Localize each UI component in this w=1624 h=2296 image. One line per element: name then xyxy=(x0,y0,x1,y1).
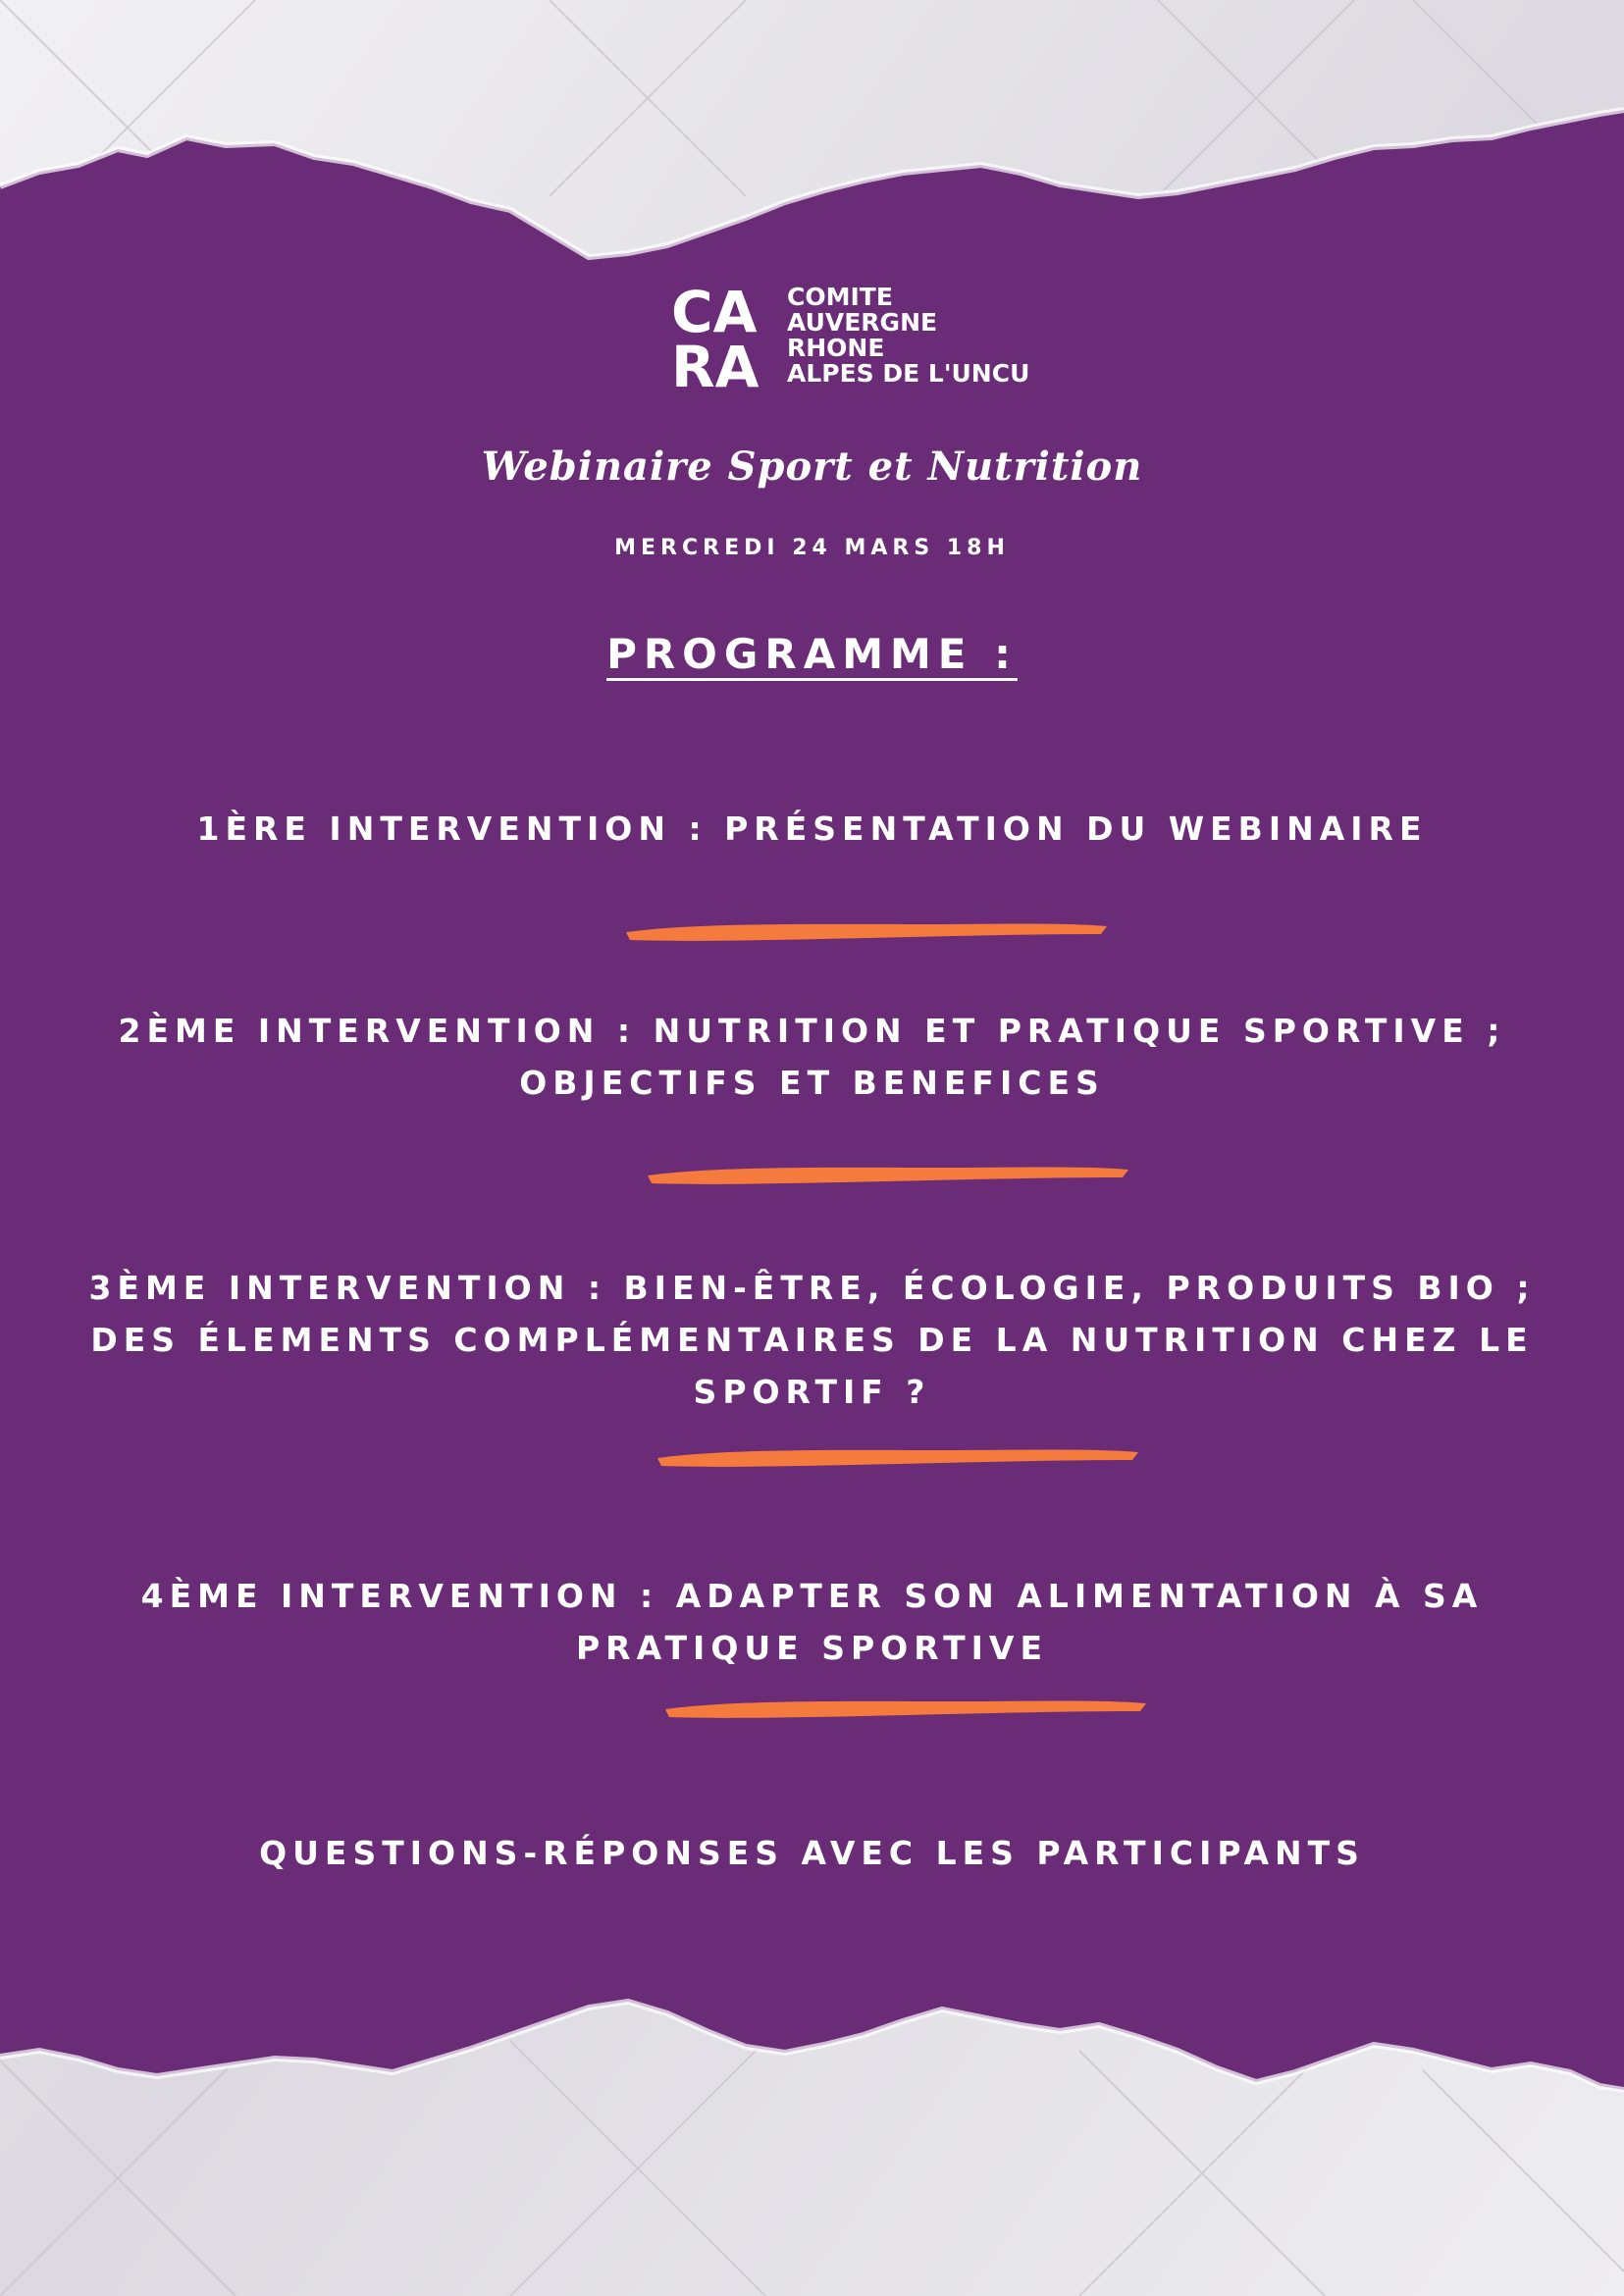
logo-line: ALPES DE L'UNCU xyxy=(787,359,1030,388)
programme-item-line: PRATIQUE SPORTIVE xyxy=(575,1629,1049,1667)
logo-line: COMITE xyxy=(787,283,893,311)
orange-brush-divider xyxy=(659,1696,1150,1721)
orange-brush-divider xyxy=(652,1444,1142,1470)
programme-item-4 xyxy=(59,1570,1565,1674)
svg-text:CA: CA xyxy=(671,283,758,345)
programme-item-line: 2ÈME INTERVENTION : NUTRITION ET PRATIQUE SPORTIVE ; xyxy=(118,1012,1506,1050)
programme-heading: PROGRAMME : xyxy=(606,630,1018,678)
orange-brush-divider xyxy=(620,918,1111,944)
programme-item-line: 4ÈME INTERVENTION : ADAPTER SON ALIMENTATION À SA xyxy=(140,1577,1484,1615)
logo-line: AUVERGNE xyxy=(787,308,938,337)
programme-item-2 xyxy=(59,1005,1565,1109)
webinar-title: Webinaire Sport et Nutrition xyxy=(481,444,1143,490)
programme-item-1 xyxy=(59,803,1565,855)
programme-item-line: 1ÈRE INTERVENTION : PRÉSENTATION DU WEBINAIRE xyxy=(196,809,1428,848)
programme-item-line: SPORTIF ? xyxy=(693,1373,931,1411)
cara-logo-text xyxy=(787,285,1029,387)
cara-logo xyxy=(671,283,1064,391)
programme-item-line: OBJECTIFS ET BENEFICES xyxy=(519,1064,1105,1102)
programme-item-line: DES ÉLEMENTS COMPLÉMENTAIRES DE LA NUTRITION CHEZ LE xyxy=(90,1321,1534,1359)
programme-item-line: QUESTIONS-RÉPONSES AVEC LES PARTICIPANTS xyxy=(259,1834,1365,1872)
cara-logo-mark xyxy=(671,283,789,391)
programme-item-3 xyxy=(59,1262,1565,1418)
orange-brush-divider xyxy=(642,1162,1132,1187)
logo-line: RHONE xyxy=(787,334,885,362)
programme-item-5 xyxy=(59,1827,1565,1879)
event-date: MERCREDI 24 MARS 18H xyxy=(614,536,1010,560)
svg-text:RA: RA xyxy=(671,334,760,391)
programme-item-line: 3ÈME INTERVENTION : BIEN-ÊTRE, ÉCOLOGIE, PRODUITS BIO ; xyxy=(88,1269,1536,1307)
